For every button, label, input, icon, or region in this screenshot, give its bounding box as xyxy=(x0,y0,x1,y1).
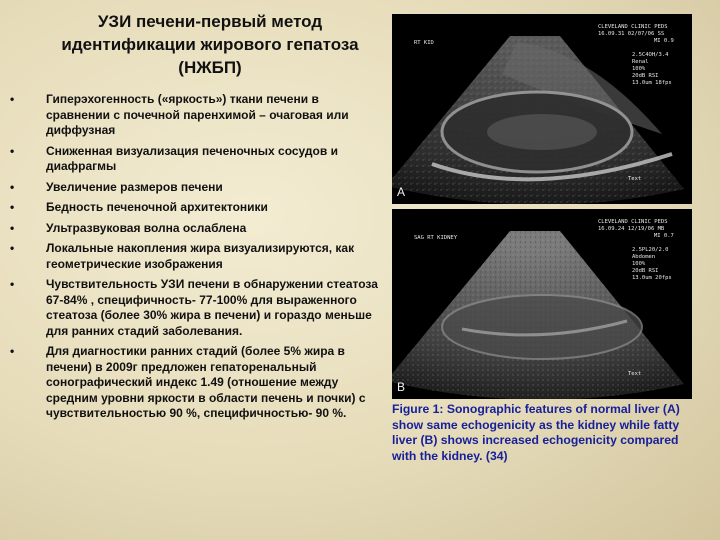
figure-caption: Figure 1: Sonographic features of normal liver (A) show same echogenicity as the kidney while fatty liver (B) shows increased echogenicity compared with the kidney. (34) xyxy=(392,402,680,463)
panel-label: A xyxy=(397,185,406,199)
bullet-item xyxy=(10,180,382,196)
bullet-item xyxy=(10,200,382,216)
bullet-dot: • xyxy=(10,143,15,158)
panel-label: B xyxy=(397,380,406,394)
bullet-text: Ультразвуковая волна ослаблена xyxy=(46,220,247,235)
bullet-dot: • xyxy=(10,241,15,255)
kidney-outline xyxy=(442,295,642,359)
header-line: 13.0um 20fps xyxy=(632,275,672,281)
header-line: 2.5PL20/2.0 xyxy=(632,247,669,253)
slide-title xyxy=(40,10,380,79)
bullet-dot: • xyxy=(10,344,15,358)
bullet-item xyxy=(10,344,382,422)
bullet-text: Для диагностики ранних стадий (более 5% жира в печени) в 2009г предложен гепаторенальный сонографический индекс 1.49 (отношение между средним уровни яркости в области печень и почки) с чувствительностью 90 %, специфичностью- 90 %. xyxy=(46,344,366,420)
bullet-dot: • xyxy=(10,277,15,291)
bullet-dot: • xyxy=(10,179,15,194)
header-line: 100% xyxy=(632,66,646,72)
header-line: CLEVELAND CLINIC PEDS xyxy=(598,24,668,30)
header-line: 20dB RSI xyxy=(632,73,659,79)
bullet-dot: • xyxy=(10,92,15,106)
bullet-text: Чувствительность УЗИ печени в обнаружении стеатоза 67-84% , специфичность- 77-100% для выраженного стеатоза (более 30% жира в печени) и гораздо меньше для ранних стадий заболевания. xyxy=(46,277,378,338)
bullet-dot: • xyxy=(10,200,15,214)
bullet-list xyxy=(10,92,382,427)
footer-text: Text xyxy=(628,176,642,182)
ultrasound-scan-b xyxy=(392,209,692,399)
view-label: SAG RT KIDNEY xyxy=(414,235,458,241)
bullet-item xyxy=(10,92,382,139)
bullet-text: Гиперэхогенность («яркость») ткани печени в сравнении с почечной паренхимой – очаговая или диффузная xyxy=(46,92,349,137)
title-line: идентификации жирового гепатоза xyxy=(61,35,359,54)
title-line: УЗИ печени-первый метод xyxy=(97,12,323,31)
bullet-item xyxy=(10,277,382,339)
bullet-text: Сниженная визуализация печеночных сосудов и диафрагмы xyxy=(46,143,338,173)
bullet-item xyxy=(10,221,382,237)
ultrasound-scan-a xyxy=(392,14,692,204)
header-line: MI 0.9 xyxy=(654,38,674,44)
bullet-item xyxy=(10,241,382,272)
header-line: 16.09.31 02/07/06 SS xyxy=(598,31,665,37)
title-line: (НЖБП) xyxy=(178,58,242,77)
header-line: 2.5C4OH/3.4 xyxy=(632,52,669,58)
ultrasound-image-b xyxy=(392,209,692,399)
header-line: 13.0um 18fps xyxy=(632,80,672,86)
bullet-dot: • xyxy=(10,220,15,235)
ultrasound-image-a xyxy=(392,14,692,204)
header-line: 16.09.24 12/19/06 MB xyxy=(598,226,665,232)
bullet-text: Увеличение размеров печени xyxy=(46,179,223,194)
bullet-text: Бедность печеночной архитектоники xyxy=(46,200,268,214)
header-line: MI 0.7 xyxy=(654,233,674,239)
header-line: Renal xyxy=(632,59,649,65)
header-line: Abdomen xyxy=(632,254,656,260)
header-line: 20dB RSI xyxy=(632,268,659,274)
bullet-text: Локальные накопления жира визуализируются, как геометрические изображения xyxy=(46,241,355,271)
view-label: RT KID xyxy=(414,40,434,46)
header-line: 100% xyxy=(632,261,646,267)
footer-text: Text xyxy=(628,371,642,377)
bullet-item xyxy=(10,144,382,175)
header-line: CLEVELAND CLINIC PEDS xyxy=(598,219,668,225)
